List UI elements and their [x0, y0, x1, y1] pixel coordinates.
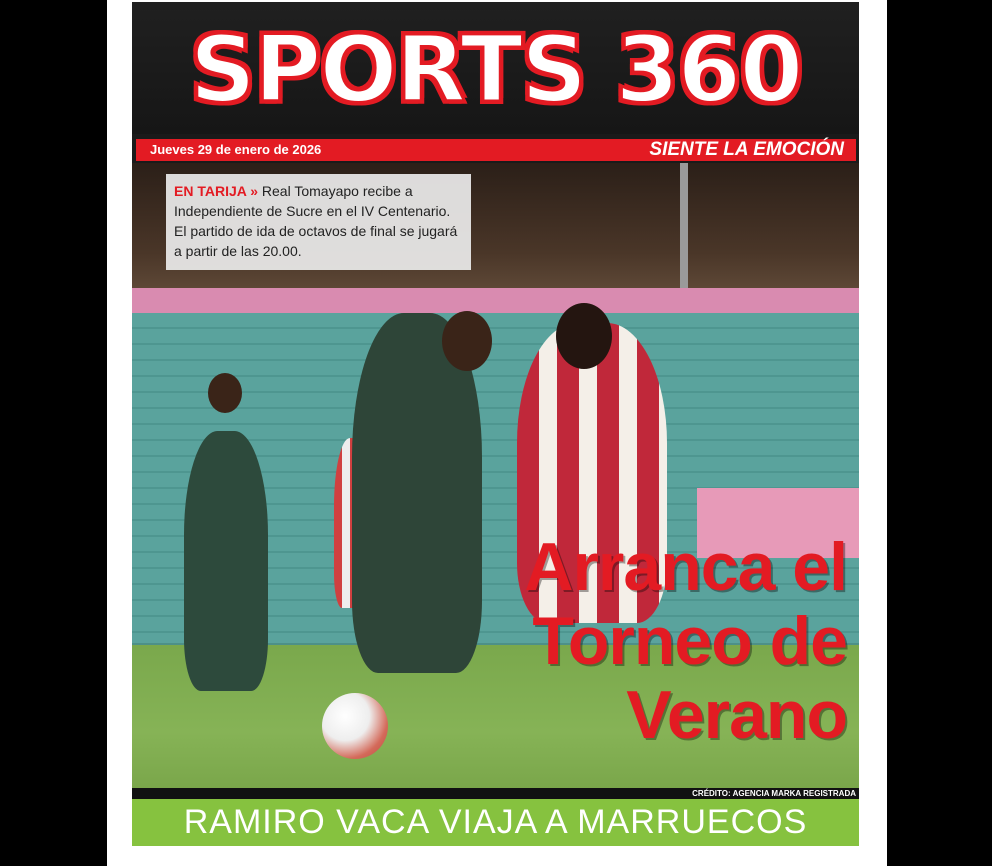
- masthead: [132, 2, 859, 134]
- info-box: [166, 174, 471, 270]
- issue-date: Jueves 29 de enero de 2026: [150, 142, 322, 157]
- headline-line-1: Arranca el: [524, 529, 847, 605]
- headline-line-2: Torneo de: [532, 603, 847, 679]
- info-kicker: EN TARIJA »: [174, 183, 259, 199]
- slogan: SIENTE LA EMOCIÓN: [649, 139, 844, 160]
- headline-line-3: Verano: [626, 677, 847, 753]
- info-text: Real Tomayapo recibe a Independiente de Sucre en el IV Centenario. El partido de ida de octavos de final se jugará a partir de las 20.00.: [174, 183, 458, 259]
- main-headline: [427, 530, 847, 752]
- credit-band: [132, 788, 859, 799]
- player-green-left: [184, 431, 268, 691]
- player-head: [208, 373, 242, 413]
- player-head: [556, 303, 612, 369]
- date-band: [136, 139, 856, 161]
- soccer-ball-icon: [322, 693, 388, 759]
- photo-credit: CRÉDITO: AGENCIA MARKA REGISTRADA: [692, 789, 856, 798]
- player-head: [442, 311, 492, 371]
- footer-banner: [132, 799, 859, 846]
- masthead-title: SPORTS 360: [189, 16, 802, 123]
- newspaper-cover: [132, 2, 859, 846]
- footer-headline: RAMIRO VACA VIAJA A MARRUECOS: [183, 803, 808, 841]
- photo-stand-roof: [132, 288, 859, 316]
